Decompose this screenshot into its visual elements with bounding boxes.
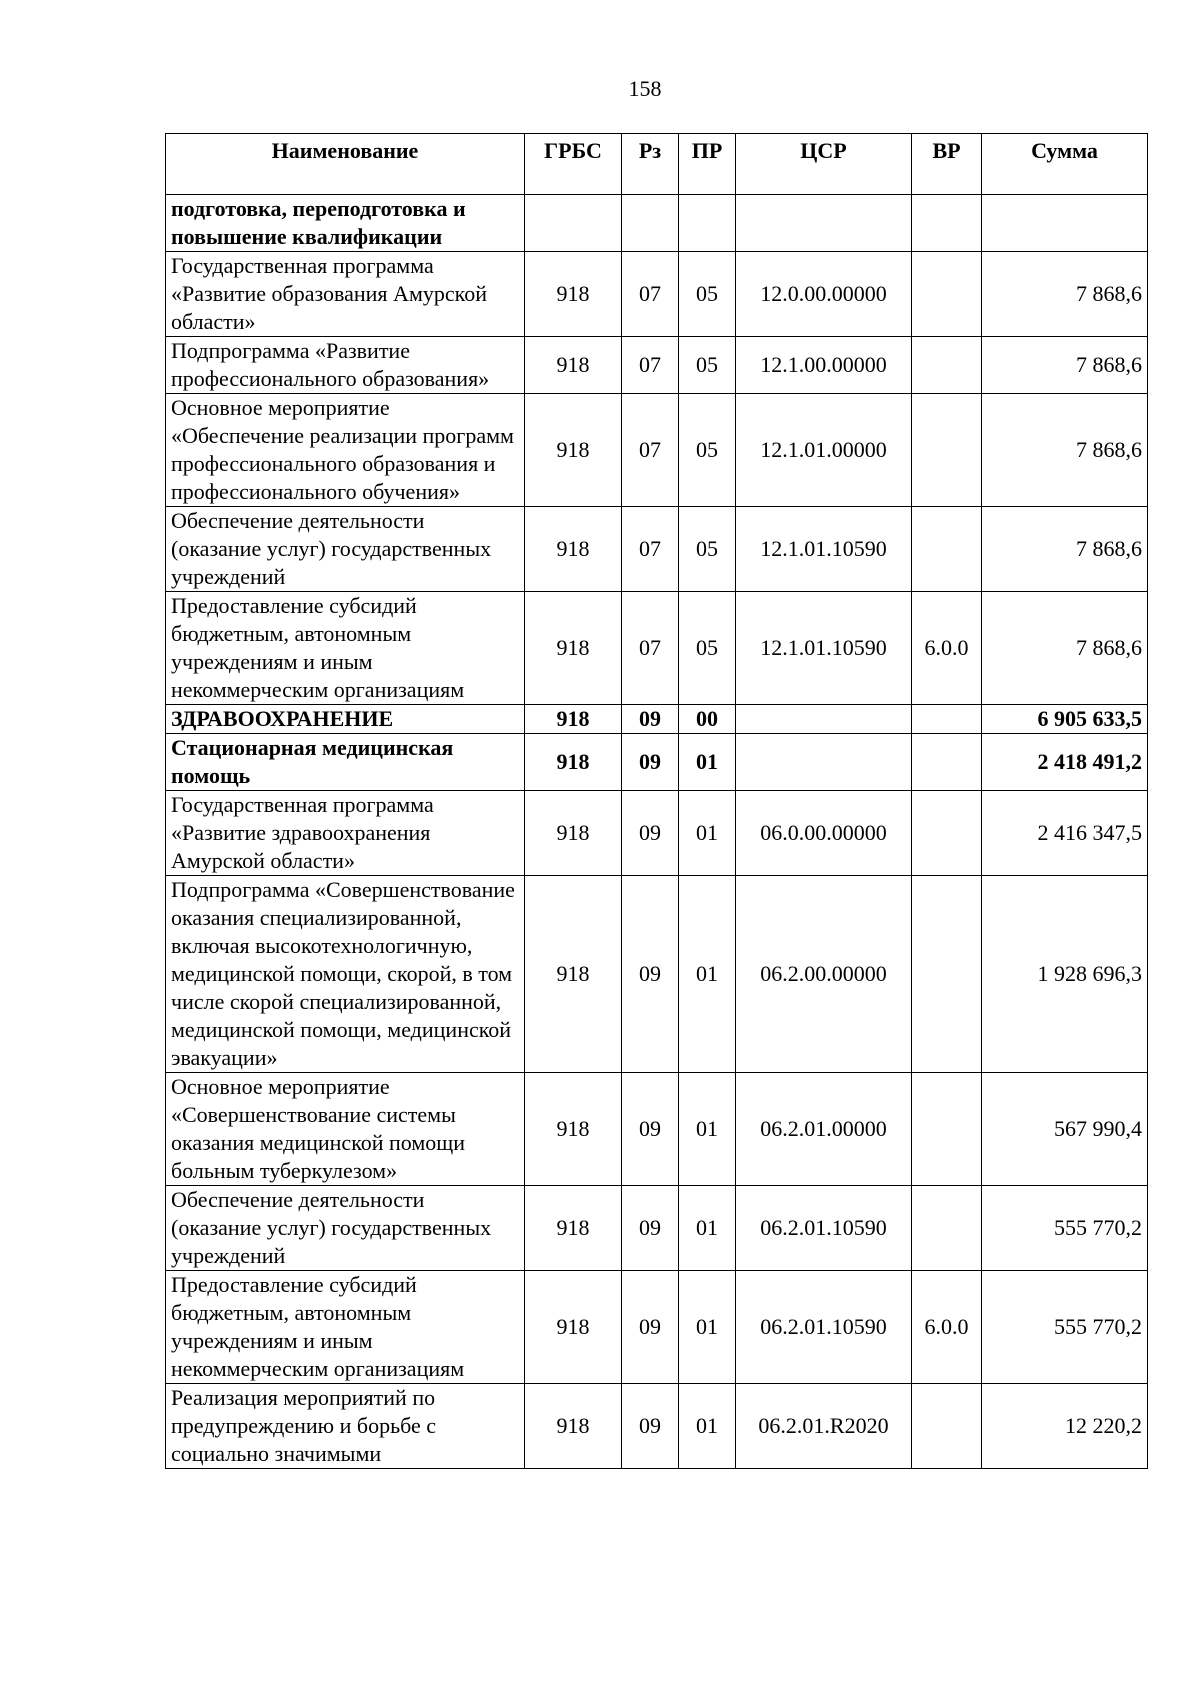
- cell-grbs: 918: [525, 1186, 622, 1271]
- cell-grbs: 918: [525, 394, 622, 507]
- cell-name: Государственная программа «Развитие образования Амурской области»: [166, 252, 525, 337]
- table-row: [166, 734, 1148, 791]
- cell-csr: 06.2.01.10590: [736, 1186, 912, 1271]
- cell-vr: 6.0.0: [912, 592, 982, 705]
- table-row: [166, 876, 1148, 1073]
- cell-csr: [736, 734, 912, 791]
- cell-rz: 07: [622, 507, 679, 592]
- cell-vr: [912, 1384, 982, 1469]
- cell-grbs: 918: [525, 791, 622, 876]
- cell-grbs: 918: [525, 507, 622, 592]
- cell-name: Обеспечение деятельности (оказание услуг) государственных учреждений: [166, 507, 525, 592]
- cell-grbs: 918: [525, 1073, 622, 1186]
- cell-name: Предоставление субсидий бюджетным, автономным учреждениям и иным некоммерческим организациям: [166, 592, 525, 705]
- cell-rz: 09: [622, 734, 679, 791]
- cell-csr: 06.2.01.10590: [736, 1271, 912, 1384]
- cell-sum: 7 868,6: [982, 394, 1148, 507]
- cell-vr: [912, 791, 982, 876]
- cell-csr: 06.2.01.R2020: [736, 1384, 912, 1469]
- cell-pr: 01: [679, 1384, 736, 1469]
- cell-grbs: 918: [525, 252, 622, 337]
- table-row: [166, 705, 1148, 734]
- cell-vr: 6.0.0: [912, 1271, 982, 1384]
- cell-rz: 07: [622, 252, 679, 337]
- cell-csr: [736, 705, 912, 734]
- cell-pr: 05: [679, 337, 736, 394]
- cell-rz: 07: [622, 337, 679, 394]
- cell-rz: 09: [622, 1186, 679, 1271]
- header-grbs: ГРБС: [525, 134, 622, 195]
- cell-rz: 09: [622, 1384, 679, 1469]
- table-row: [166, 791, 1148, 876]
- header-pr: ПР: [679, 134, 736, 195]
- cell-csr: 06.0.00.00000: [736, 791, 912, 876]
- cell-grbs: 918: [525, 1271, 622, 1384]
- cell-grbs: 918: [525, 876, 622, 1073]
- cell-name: Стационарная медицинская помощь: [166, 734, 525, 791]
- cell-pr: 01: [679, 1271, 736, 1384]
- cell-sum: 555 770,2: [982, 1271, 1148, 1384]
- cell-grbs: 918: [525, 592, 622, 705]
- cell-pr: 05: [679, 507, 736, 592]
- cell-name: Государственная программа «Развитие здравоохранения Амурской области»: [166, 791, 525, 876]
- cell-csr: 12.0.00.00000: [736, 252, 912, 337]
- cell-vr: [912, 394, 982, 507]
- table-row: [166, 394, 1148, 507]
- cell-name: ЗДРАВООХРАНЕНИЕ: [166, 705, 525, 734]
- header-sum: Сумма: [982, 134, 1148, 195]
- cell-grbs: 918: [525, 734, 622, 791]
- table-row: [166, 1186, 1148, 1271]
- table-row: [166, 507, 1148, 592]
- cell-vr: [912, 876, 982, 1073]
- cell-sum: 12 220,2: [982, 1384, 1148, 1469]
- cell-vr: [912, 705, 982, 734]
- table-row: [166, 195, 1148, 252]
- cell-csr: [736, 195, 912, 252]
- cell-sum: 2 416 347,5: [982, 791, 1148, 876]
- cell-name: Обеспечение деятельности (оказание услуг) государственных учреждений: [166, 1186, 525, 1271]
- budget-table: [165, 133, 1148, 1469]
- cell-vr: [912, 252, 982, 337]
- cell-pr: 01: [679, 734, 736, 791]
- cell-sum: 7 868,6: [982, 252, 1148, 337]
- cell-name: Подпрограмма «Развитие профессионального образования»: [166, 337, 525, 394]
- cell-sum: 567 990,4: [982, 1073, 1148, 1186]
- cell-vr: [912, 734, 982, 791]
- cell-name: Реализация мероприятий по предупреждению и борьбе с социально значимыми: [166, 1384, 525, 1469]
- cell-sum: [982, 195, 1148, 252]
- table-row: [166, 1073, 1148, 1186]
- cell-rz: 09: [622, 876, 679, 1073]
- header-csr: ЦСР: [736, 134, 912, 195]
- header-vr: ВР: [912, 134, 982, 195]
- cell-pr: 01: [679, 876, 736, 1073]
- cell-rz: [622, 195, 679, 252]
- cell-sum: 7 868,6: [982, 592, 1148, 705]
- table-header-row: [166, 134, 1148, 195]
- cell-name: Основное мероприятие «Обеспечение реализации программ профессионального образования и профессионального обучения»: [166, 394, 525, 507]
- cell-pr: 05: [679, 394, 736, 507]
- cell-csr: 12.1.01.00000: [736, 394, 912, 507]
- cell-csr: 12.1.00.00000: [736, 337, 912, 394]
- table-row: [166, 252, 1148, 337]
- cell-rz: 07: [622, 394, 679, 507]
- cell-sum: 7 868,6: [982, 507, 1148, 592]
- cell-sum: 2 418 491,2: [982, 734, 1148, 791]
- cell-grbs: 918: [525, 337, 622, 394]
- cell-pr: 01: [679, 791, 736, 876]
- cell-sum: 555 770,2: [982, 1186, 1148, 1271]
- cell-sum: 7 868,6: [982, 337, 1148, 394]
- cell-grbs: 918: [525, 705, 622, 734]
- table-row: [166, 337, 1148, 394]
- cell-rz: 09: [622, 791, 679, 876]
- cell-rz: 07: [622, 592, 679, 705]
- cell-vr: [912, 507, 982, 592]
- page-number: 158: [628, 76, 662, 101]
- cell-pr: 01: [679, 1186, 736, 1271]
- cell-csr: 12.1.01.10590: [736, 592, 912, 705]
- cell-rz: 09: [622, 1073, 679, 1186]
- header-rz: Рз: [622, 134, 679, 195]
- table-row: [166, 592, 1148, 705]
- cell-vr: [912, 1073, 982, 1186]
- cell-grbs: [525, 195, 622, 252]
- cell-pr: [679, 195, 736, 252]
- cell-vr: [912, 1186, 982, 1271]
- cell-vr: [912, 337, 982, 394]
- cell-csr: 12.1.01.10590: [736, 507, 912, 592]
- cell-pr: 01: [679, 1073, 736, 1186]
- cell-sum: 1 928 696,3: [982, 876, 1148, 1073]
- cell-name: подготовка, переподготовка и повышение квалификации: [166, 195, 525, 252]
- table-row: [166, 1271, 1148, 1384]
- cell-name: Подпрограмма «Совершенствование оказания специализированной, включая высокотехнологичную, медицинской помощи, скорой, в том числе скорой специализированной, медицинской помощи, медицинской эвакуации»: [166, 876, 525, 1073]
- header-name: Наименование: [166, 134, 525, 195]
- cell-csr: 06.2.00.00000: [736, 876, 912, 1073]
- cell-rz: 09: [622, 705, 679, 734]
- cell-pr: 05: [679, 592, 736, 705]
- cell-pr: 00: [679, 705, 736, 734]
- cell-csr: 06.2.01.00000: [736, 1073, 912, 1186]
- cell-name: Основное мероприятие «Совершенствование системы оказания медицинской помощи больным туберкулезом»: [166, 1073, 525, 1186]
- cell-grbs: 918: [525, 1384, 622, 1469]
- cell-pr: 05: [679, 252, 736, 337]
- cell-vr: [912, 195, 982, 252]
- cell-name: Предоставление субсидий бюджетным, автономным учреждениям и иным некоммерческим организациям: [166, 1271, 525, 1384]
- table-row: [166, 1384, 1148, 1469]
- cell-rz: 09: [622, 1271, 679, 1384]
- cell-sum: 6 905 633,5: [982, 705, 1148, 734]
